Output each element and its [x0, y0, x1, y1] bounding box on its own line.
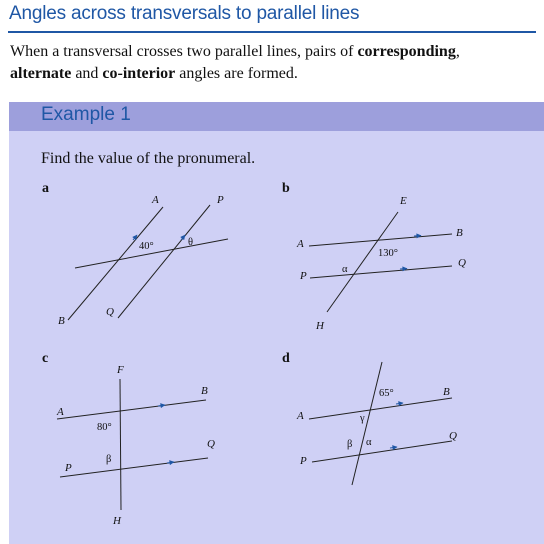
example-prompt: Find the value of the pronumeral.: [41, 150, 256, 167]
intro-text-4: angles are formed.: [175, 65, 298, 82]
figure-a-angle-unknown: θ: [188, 237, 194, 248]
figure-d-arrow-2: [390, 447, 397, 448]
intro-text-3: and: [71, 65, 103, 82]
figure-c-label-a: A: [57, 406, 64, 418]
figure-b-label-e: E: [400, 195, 407, 207]
figure-a-angle-known: 40°: [139, 241, 154, 252]
figure-c-parallel-line-2: [60, 458, 208, 477]
figure-d-label-p: P: [300, 455, 307, 467]
figure-c-label-h: H: [113, 515, 121, 527]
figure-d: [309, 362, 452, 485]
figure-d-label-a: A: [297, 410, 304, 422]
figure-b-part-label: b: [282, 181, 290, 196]
figure-d-part-label: d: [282, 351, 290, 366]
figure-a: [68, 205, 228, 320]
term-co-interior: co-interior: [102, 65, 176, 82]
figure-c-angle-unknown: β: [106, 454, 112, 465]
figure-d-label-b: B: [443, 386, 450, 398]
figure-c-part-label: c: [42, 351, 49, 366]
figure-a-label-a: A: [152, 194, 159, 206]
figure-b-label-a: A: [297, 238, 304, 250]
figure-d-angle-gamma: γ: [360, 413, 365, 424]
figure-b-transversal: [327, 212, 398, 312]
figure-c-label-b: B: [201, 385, 208, 397]
figure-d-parallel-line-2: [312, 441, 452, 462]
figure-a-label-b: B: [58, 315, 65, 327]
figure-a-parallel-line-2: [118, 205, 210, 318]
figure-d-angle-alpha: α: [366, 437, 372, 448]
figure-a-label-p: P: [217, 194, 224, 206]
figure-b-arrow-1: [414, 236, 421, 237]
figure-b-parallel-line-2: [310, 266, 452, 278]
figure-d-label-q: Q: [449, 430, 457, 442]
figure-b: [309, 212, 452, 312]
figure-c: [57, 379, 208, 510]
section-heading: Angles across transversals to parallel lines: [9, 3, 360, 24]
figure-b-angle-unknown: α: [342, 264, 348, 275]
figure-b-label-b: B: [456, 227, 463, 239]
figure-b-label-p: P: [300, 270, 307, 282]
figure-c-label-q: Q: [207, 438, 215, 450]
figure-d-transversal: [352, 362, 382, 485]
figure-d-arrow-1: [396, 403, 403, 404]
figure-c-label-p: P: [65, 462, 72, 474]
intro-text-1: When a transversal crosses two parallel lines, pairs of: [10, 43, 358, 60]
example-title: Example 1: [41, 104, 131, 125]
figure-b-label-q: Q: [458, 257, 466, 269]
intro-text-2: ,: [455, 43, 460, 60]
figure-d-angle-known: 65°: [379, 388, 394, 399]
figure-c-angle-known: 80°: [97, 422, 112, 433]
figure-a-parallel-line-1: [68, 207, 163, 320]
figure-b-angle-known: 130°: [378, 248, 398, 259]
term-corresponding: corresponding: [357, 43, 456, 60]
figure-c-label-f: F: [117, 364, 124, 376]
figure-c-transversal: [120, 379, 121, 510]
figure-d-parallel-line-1: [309, 398, 452, 419]
figure-a-label-q: Q: [106, 306, 114, 318]
figure-d-angle-beta: β: [347, 439, 353, 450]
figure-b-arrow-2: [400, 269, 407, 270]
term-alternate: alternate: [10, 65, 72, 82]
figure-b-label-h: H: [316, 320, 324, 332]
figure-a-part-label: a: [42, 181, 49, 196]
figure-a-arrow-2: [181, 235, 185, 240]
figure-c-parallel-line-1: [57, 400, 206, 419]
